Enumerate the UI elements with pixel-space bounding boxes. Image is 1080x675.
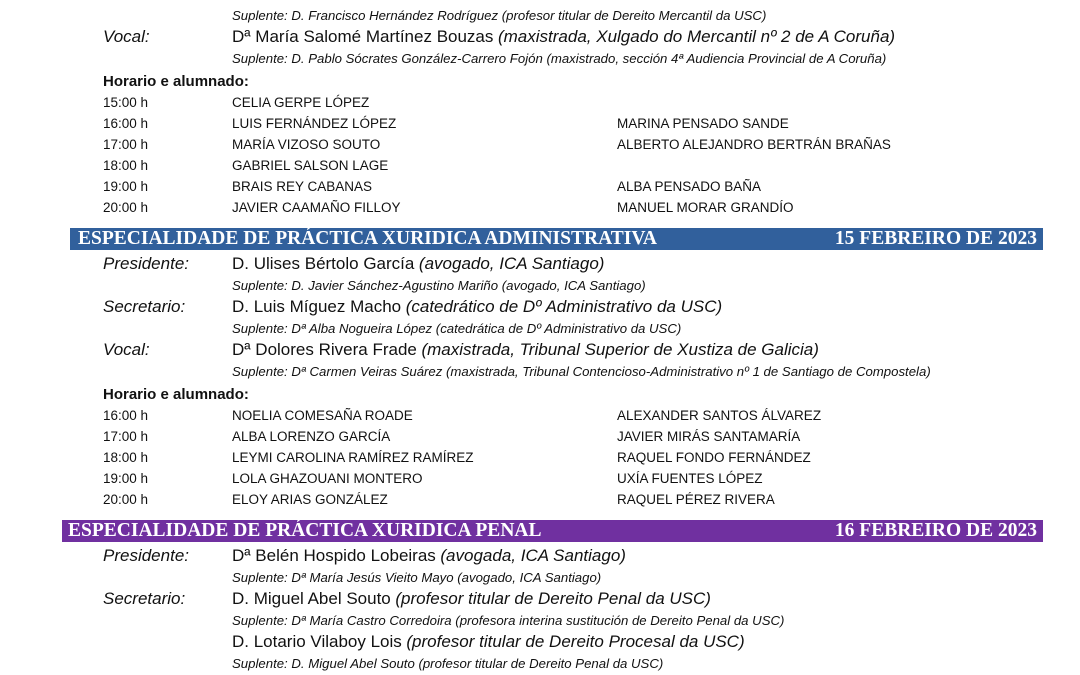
section-date: 16 FEBREIRO DE 2023 (834, 520, 1037, 541)
student-name: ALEXANDER SANTOS ÁLVAREZ (617, 408, 822, 423)
schedule-heading: Horario e alumnado: (103, 386, 249, 403)
student-name: RAQUEL FONDO FERNÁNDEZ (617, 450, 811, 465)
section-title: ESPECIALIDADE DE PRÁCTICA XURIDICA PENAL (68, 520, 542, 541)
committee-member-detail: (profesor titular de Dereito Penal da USC) (395, 589, 711, 608)
committee-member-detail: (avogada, ICA Santiago) (440, 546, 626, 565)
student-name: JAVIER CAAMAÑO FILLOY (232, 200, 401, 215)
substitute-line: Suplente: Dª María Jesús Vieito Mayo (avogado, ICA Santiago) (232, 570, 602, 585)
committee-member-row (0, 339, 1080, 361)
schedule-row (0, 155, 1080, 176)
substitute-line: Suplente: D. Miguel Abel Souto (profesor titular de Dereito Penal da USC) (232, 656, 664, 671)
committee-member-detail: (maxistrada, Tribunal Superior de Xustiza de Galicia) (421, 340, 819, 359)
schedule-row (0, 426, 1080, 447)
student-name: LUIS FERNÁNDEZ LÓPEZ (232, 116, 397, 131)
student-name: BRAIS REY CABANAS (232, 179, 373, 194)
schedule-time: 18:00 h (103, 450, 149, 465)
schedule-row (0, 176, 1080, 197)
schedule-row (0, 113, 1080, 134)
substitute-line: Suplente: D. Pablo Sócrates González-Carrero Fojón (maxistrado, sección 4ª Audiencia Provincial de A Coruña) (232, 51, 887, 66)
student-name: CELIA GERPE LÓPEZ (232, 95, 370, 110)
committee-member-name: Dª Dolores Rivera Frade (232, 340, 417, 359)
student-name: ELOY ARIAS GONZÁLEZ (232, 492, 388, 507)
schedule-time: 17:00 h (103, 137, 149, 152)
substitute-line: Suplente: Dª María Castro Corredoira (profesora interina sustitución de Dereito Penal da USC) (232, 613, 785, 628)
section-title: ESPECIALIDADE DE PRÁCTICA XURIDICA ADMINISTRATIVA (78, 228, 657, 249)
student-name: LEYMI CAROLINA RAMÍREZ RAMÍREZ (232, 450, 474, 465)
schedule-time: 19:00 h (103, 179, 149, 194)
section-header-bar (70, 228, 1043, 250)
committee-member-name: Dª María Salomé Martínez Bouzas (232, 27, 494, 46)
committee-member-row (0, 545, 1080, 567)
substitute-line: Suplente: Dª Alba Nogueira López (catedrática de Dº Administrativo da USC) (232, 321, 682, 336)
student-name: JAVIER MIRÁS SANTAMARÍA (617, 429, 801, 444)
committee-role: Vocal: (103, 340, 150, 359)
substitute-line: Suplente: D. Francisco Hernández Rodríguez (profesor titular de Dereito Mercantil da USC) (232, 8, 767, 23)
schedule-row (0, 134, 1080, 155)
schedule-time: 17:00 h (103, 429, 149, 444)
student-name: UXÍA FUENTES LÓPEZ (617, 471, 763, 486)
committee-role: Secretario: (103, 297, 186, 316)
committee-member-row (0, 253, 1080, 275)
committee-role: Presidente: (103, 254, 189, 273)
committee-member-detail: (catedrático de Dº Administrativo da USC) (405, 297, 723, 316)
schedule-time: 19:00 h (103, 471, 149, 486)
committee-member-name: D. Lotario Vilaboy Lois (232, 632, 402, 651)
schedule-row (0, 197, 1080, 218)
schedule-row (0, 468, 1080, 489)
committee-member-detail: (avogado, ICA Santiago) (418, 254, 605, 273)
schedule-row (0, 447, 1080, 468)
student-name: LOLA GHAZOUANI MONTERO (232, 471, 423, 486)
committee-role: Vocal: (103, 27, 150, 46)
substitute-line: Suplente: D. Javier Sánchez-Agustino Mariño (avogado, ICA Santiago) (232, 278, 646, 293)
schedule-time: 18:00 h (103, 158, 149, 173)
student-name: ALBERTO ALEJANDRO BERTRÁN BRAÑAS (617, 137, 891, 152)
student-name: RAQUEL PÉREZ RIVERA (617, 492, 775, 507)
student-name: NOELIA COMESAÑA ROADE (232, 408, 413, 423)
student-name: ALBA PENSADO BAÑA (617, 179, 762, 194)
student-name: MARÍA VIZOSO SOUTO (232, 137, 381, 152)
section-header-bar (62, 520, 1043, 542)
committee-member-name: Dª Belén Hospido Lobeiras (232, 546, 436, 565)
committee-member-name: D. Miguel Abel Souto (232, 589, 391, 608)
student-name: GABRIEL SALSON LAGE (232, 158, 389, 173)
student-name: MANUEL MORAR GRANDÍO (617, 200, 794, 215)
substitute-line: Suplente: Dª Carmen Veiras Suárez (maxistrada, Tribunal Contencioso-Administrativo nº 1 de Santiago de Compostela) (232, 364, 931, 379)
committee-member-row (0, 631, 1080, 653)
schedule-row (0, 92, 1080, 113)
committee-member-detail: (profesor titular de Dereito Procesal da USC) (406, 632, 745, 651)
committee-role: Presidente: (103, 546, 189, 565)
schedule-time: 20:00 h (103, 492, 149, 507)
committee-member-name: D. Luis Míguez Macho (232, 297, 402, 316)
committee-member-row (0, 296, 1080, 318)
schedule-row (0, 489, 1080, 510)
committee-role: Secretario: (103, 589, 186, 608)
section-date: 15 FEBREIRO DE 2023 (834, 228, 1037, 249)
schedule-time: 16:00 h (103, 116, 149, 131)
schedule-time: 20:00 h (103, 200, 149, 215)
schedule-time: 15:00 h (103, 95, 149, 110)
schedule-time: 16:00 h (103, 408, 149, 423)
schedule-heading: Horario e alumnado: (103, 73, 249, 90)
schedule-row (0, 405, 1080, 426)
committee-member-detail: (maxistrada, Xulgado do Mercantil nº 2 de A Coruña) (497, 27, 896, 46)
committee-member-row (0, 26, 1080, 48)
committee-member-name: D. Ulises Bértolo García (232, 254, 415, 273)
student-name: ALBA LORENZO GARCÍA (232, 429, 391, 444)
student-name: MARINA PENSADO SANDE (617, 116, 789, 131)
committee-member-row (0, 588, 1080, 610)
